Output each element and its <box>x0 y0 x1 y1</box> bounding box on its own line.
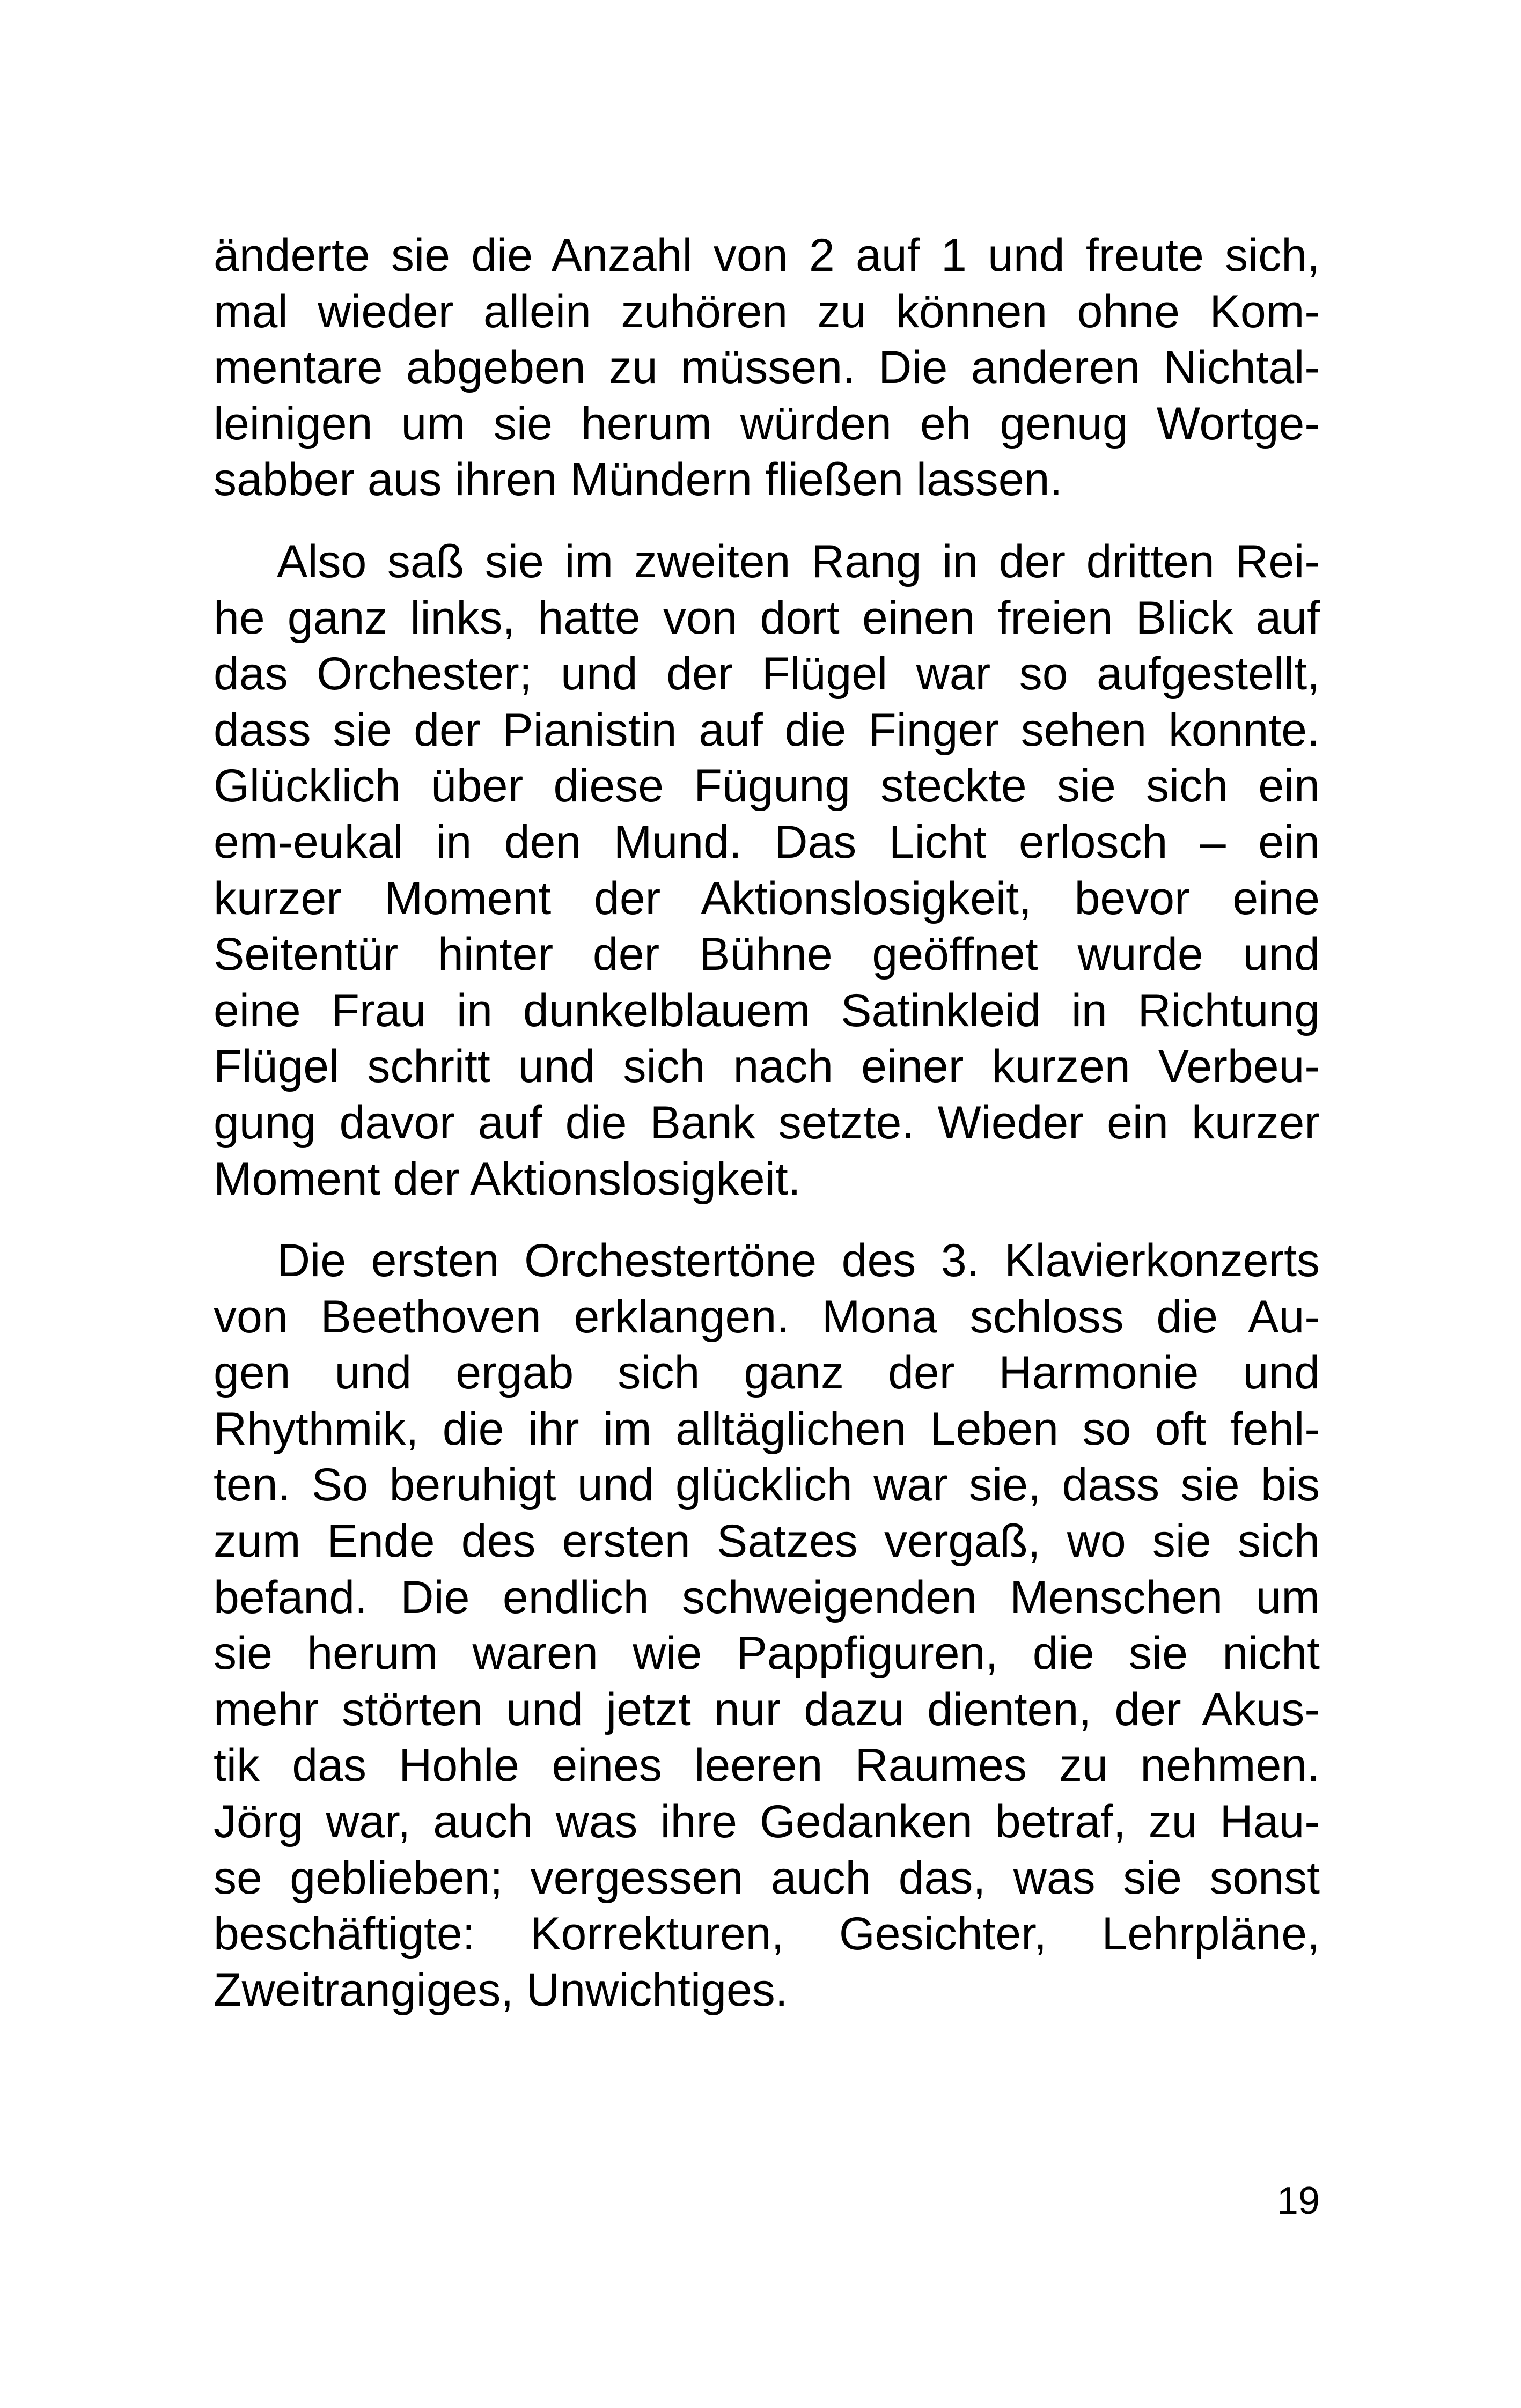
text-line: dass sie der Pianistin auf die Finger sehen konnte. <box>214 704 1320 756</box>
paragraph-3 <box>214 1233 1320 2018</box>
page-number: 19 <box>1276 2179 1320 2222</box>
body-text <box>214 227 1320 2018</box>
text-line: gen und ergab sich ganz der Harmonie und <box>214 1347 1320 1399</box>
text-line: eine Frau in dunkelblauem Satinkleid in Richtung <box>214 984 1320 1036</box>
text-line: Glücklich über diese Fügung steckte sie sich ein <box>214 760 1320 812</box>
text-line: Jörg war, auch was ihre Gedanken betraf, zu Hau- <box>214 1796 1320 1848</box>
text-line: kurzer Moment der Aktionslosigkeit, bevor eine <box>214 872 1320 924</box>
text-line: se geblieben; vergessen auch das, was sie sonst <box>214 1852 1320 1904</box>
text-line: das Orchester; und der Flügel war so aufgestellt, <box>214 648 1320 700</box>
text-line: Also saß sie im zweiten Rang in der dritten Rei- <box>277 535 1320 587</box>
text-line: em-eukal in den Mund. Das Licht erlosch – ein <box>214 816 1320 868</box>
text-line: zum Ende des ersten Satzes vergaß, wo sie sich <box>214 1515 1320 1567</box>
text-line: gung davor auf die Bank setzte. Wieder ein kurzer <box>214 1096 1320 1148</box>
text-line: Rhythmik, die ihr im alltäglichen Leben so oft fehl- <box>214 1403 1320 1455</box>
text-line: von Beethoven erklangen. Mona schloss die Au- <box>214 1291 1320 1343</box>
text-line: ten. So beruhigt und glücklich war sie, dass sie bis <box>214 1459 1320 1511</box>
text-line: befand. Die endlich schweigenden Menschen um <box>214 1571 1320 1623</box>
text-line: Moment der Aktionslosigkeit. <box>214 1153 801 1205</box>
text-line: he ganz links, hatte von dort einen freien Blick auf <box>214 592 1320 644</box>
text-line: mehr störten und jetzt nur dazu dienten, der Akus- <box>214 1683 1320 1735</box>
text-line: Zweitrangiges, Unwichtiges. <box>214 1964 788 2016</box>
text-line: beschäftigte: Korrekturen, Gesichter, Lehrpläne, <box>214 1908 1320 1960</box>
text-line: mal wieder allein zuhören zu können ohne Kom- <box>214 285 1320 337</box>
text-line: Flügel schritt und sich nach einer kurzen Verbeu- <box>214 1041 1320 1093</box>
text-line: Seitentür hinter der Bühne geöffnet wurde und <box>214 929 1320 981</box>
text-line: sabber aus ihren Mündern fließen lassen. <box>214 454 1063 506</box>
text-line: mentare abgeben zu müssen. Die anderen Nichtal- <box>214 342 1320 394</box>
text-line: Die ersten Orchestertöne des 3. Klavierkonzerts <box>277 1235 1320 1287</box>
text-line: sie herum waren wie Pappfiguren, die sie nicht <box>214 1628 1320 1680</box>
paragraph-2 <box>214 534 1320 1207</box>
text-line: tik das Hohle eines leeren Raumes zu nehmen. <box>214 1740 1320 1792</box>
text-line: leinigen um sie herum würden eh genug Wortge- <box>214 397 1320 450</box>
text-line: änderte sie die Anzahl von 2 auf 1 und freute sich, <box>214 230 1320 281</box>
paragraph-1 <box>214 227 1320 508</box>
